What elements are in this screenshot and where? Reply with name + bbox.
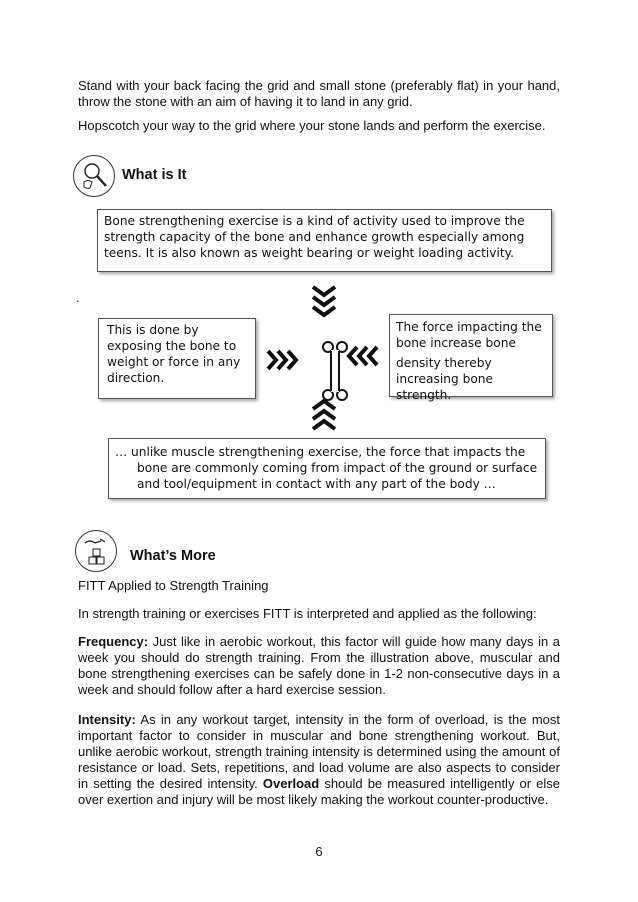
right-info-text-2: density thereby increasing bone strength. (396, 356, 494, 402)
page-number: 6 (315, 844, 323, 859)
definition-text: Bone strengthening exercise is a kind of activity used to improve the strength capacity of the bone and enhance growth especially among teens. It is also known as weight bearing or weight loading activity. (104, 214, 525, 260)
intro-paragraph-2: Hopscotch your way to the grid where your stone lands and perform the exercise. (78, 118, 546, 133)
left-info-text: This is done by exposing the bone to weight or force in any direction. (107, 323, 241, 385)
frequency-text: Just like in aerobic workout, this factor will guide how many days in a week you should do strength training. From the illustration above, muscular and bone strengthening exercises can be safely done in 1-2 non-consecutive days in a week and should follow after a hard exercise session. (78, 634, 560, 697)
overload-text: should be measured intelligently or else over exertion and injury will be most likely making the workout counter-productive. (78, 776, 561, 807)
fitt-intro: In strength training or exercises FITT is interpreted and applied as the following: (78, 606, 537, 621)
chevrons-up-icon (310, 398, 338, 432)
stacking-blocks-icon (75, 530, 117, 572)
fitt-subtitle: FITT Applied to Strength Training (78, 578, 269, 593)
bottom-info-text: … unlike muscle strengthening exercise, the force that impacts the bone are commonly coming from impact of the ground or surface and tool/equipment in contact with any part of the body … (115, 445, 538, 491)
definition-box (97, 209, 552, 272)
intensity-label: Intensity: (78, 712, 136, 727)
bone-icon (318, 340, 352, 402)
right-info-box (389, 314, 553, 402)
intensity-paragraph (78, 712, 560, 808)
what-is-it-heading: What is It (122, 167, 187, 183)
intensity-text: As in any workout target, intensity in the form of overload, is the most important factor to consider in muscular and bone strengthening workout. But, unlike aerobic workout, strength training intensity is determined using the amount of resistance or load. Sets, repetitions, and load volume are also aspects to consider in setting the desired intensity. (78, 712, 560, 791)
overload-label: Overload (262, 776, 320, 791)
intro-paragraph-1: Stand with your back facing the grid and small stone (preferably flat) in your hand, throw the stone with an aim of having it to land in any grid. (78, 78, 560, 109)
bottom-info-box (108, 438, 546, 499)
right-info-text-1: The force impacting the bone increase bone (396, 320, 542, 350)
magnifier-icon (73, 155, 115, 197)
frequency-label: Frequency: (78, 634, 149, 649)
stray-dot: . (76, 290, 80, 305)
left-info-box (98, 318, 256, 399)
frequency-paragraph (78, 634, 560, 698)
whats-more-heading: What’s More (130, 548, 216, 564)
chevrons-down-icon (310, 284, 338, 318)
chevrons-right-icon (265, 348, 299, 372)
